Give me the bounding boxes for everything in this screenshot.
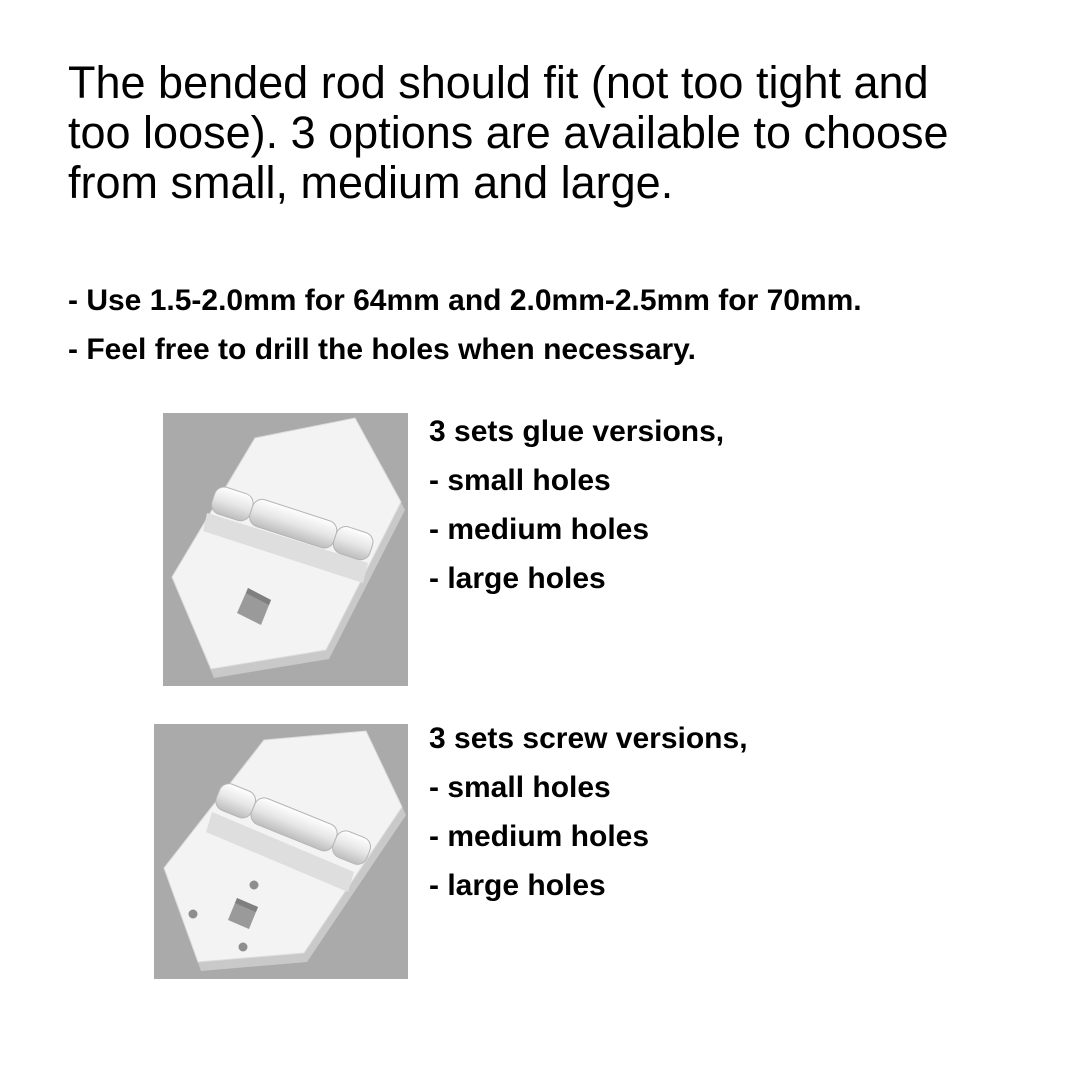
glue-option-large: - large holes [429,562,606,595]
glue-options-title: 3 sets glue versions, [429,415,725,448]
intro-line: The bended rod should fit (not too tight and [68,57,929,108]
intro-line: too loose). 3 options are available to choose [68,107,949,158]
usage-notes [68,276,862,374]
rod-size-note: - Use 1.5-2.0mm for 64mm and 2.0mm-2.5mm for 70mm. [68,284,862,317]
hinge-glue-render [163,413,408,686]
screw-hole [250,881,259,890]
intro-line: from small, medium and large. [68,157,674,208]
screw-option-small: - small holes [429,771,611,804]
screw-option-medium: - medium holes [429,820,650,853]
hinge-glue-image [163,413,408,686]
drill-note: - Feel free to drill the holes when necessary. [68,333,696,366]
screw-options-title: 3 sets screw versions, [429,722,748,755]
glue-option-small: - small holes [429,464,611,497]
screw-hole [189,910,198,919]
glue-options [429,407,724,603]
hinge-screw-image [154,724,408,979]
intro-text [68,58,1058,208]
screw-hole [239,943,248,952]
screw-options [429,714,748,910]
glue-option-medium: - medium holes [429,513,650,546]
hinge-screw-render [154,724,408,979]
screw-option-large: - large holes [429,869,606,902]
